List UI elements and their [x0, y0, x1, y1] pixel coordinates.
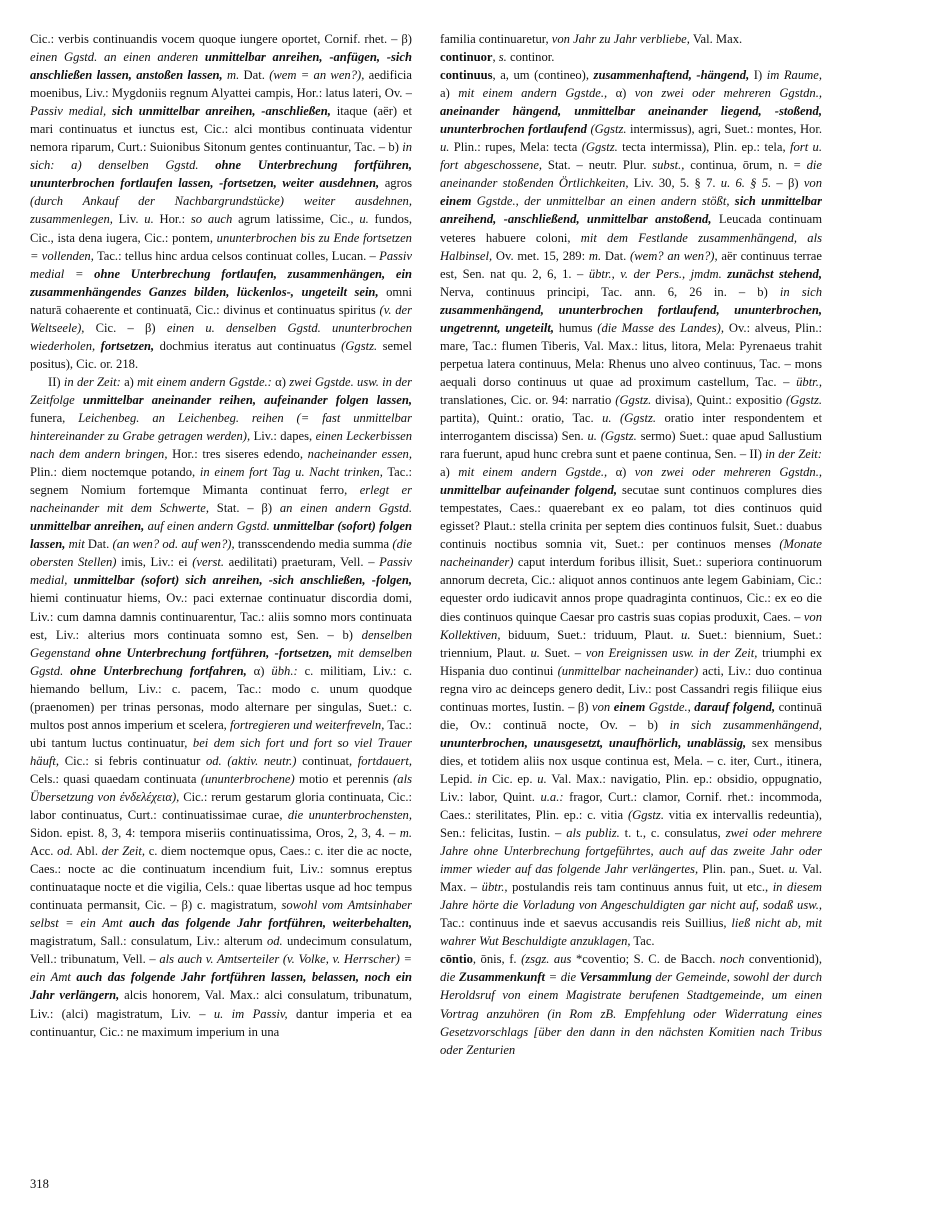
text-run: Liv.: dapes,	[250, 429, 316, 444]
text-run: unmittelbar aufeinander folgend,	[440, 483, 617, 498]
text-run: conventionid),	[744, 952, 822, 967]
text-run: mit demselben Ggstd.	[30, 645, 412, 678]
text-run: zunächst stehend,	[727, 266, 822, 281]
text-run: fortregieren und weiterfreveln,	[230, 717, 385, 732]
text-run: Leichenbeg. an Leichenbeg. reihen (= fast unmittelbar hintereinander zu Grabe getragen werden),	[30, 410, 412, 444]
text-run: übtr., v. der Pers., jmdm.	[588, 266, 728, 281]
text-run: Passiv medial,	[30, 104, 112, 119]
text-run: von	[803, 176, 822, 191]
text-run: Ov. met. 15, 289:	[492, 248, 589, 263]
text-run: (Monate nacheinander)	[440, 537, 822, 570]
text-run: s.	[498, 50, 507, 65]
text-run: tecta intermissa), Plin. ep.: tela,	[617, 140, 791, 155]
text-run: aër continuus terrae est, Sen. nat qu. 2, 6, 1. –	[440, 248, 822, 281]
text-run: Cic.: rerum gestarum gloria continuata, Cic.: labor continuatus, Curt.: continuatissimae curae,	[30, 789, 412, 823]
text-run: an einen andern Ggstd.	[279, 501, 412, 516]
text-run: fort u. fort abgeschossene,	[440, 140, 822, 173]
text-run: in der Zeit:	[63, 374, 121, 389]
text-run: (ununterbrochene)	[200, 771, 295, 786]
text-run: unmittelbar (sofort) sich anreihen, -sich anschließen, -folgen,	[73, 573, 412, 588]
text-run: (an wen? od. auf wen?),	[112, 537, 235, 552]
text-run: (zsgz. aus	[521, 952, 572, 967]
text-run: aneinander hängend, unmittelbar aneinander liegend, -stoßend, ununterbrochen fortlaufend	[440, 104, 822, 137]
text-run: Sidon. epist. 8, 3, 4: tempora miseriis continuatissima, Oros, 2, 3, 4. –	[30, 826, 400, 841]
text-run: sowohl vom Amtsinhaber selbst = ein Amt	[30, 898, 412, 931]
text-run: noch	[719, 952, 745, 967]
text-run: , ōnis, f.	[472, 952, 522, 967]
text-run: in sich: a) denselben Ggstd.	[30, 140, 412, 173]
text-run: (Ggstz.	[627, 808, 664, 823]
text-run: Cic. ep.	[487, 771, 538, 786]
text-run: ohne Unterbrechung fortfahren,	[70, 663, 247, 678]
text-run: semel positus), Cic. or. 218.	[30, 338, 412, 371]
text-run: erlegt er nacheinander mit dem Schwerte,	[30, 483, 412, 516]
text-run: mit einem andern Ggstde.,	[458, 86, 608, 101]
text-run: triumphi ex Hispania duo continui	[440, 645, 822, 678]
text-run: agros	[379, 176, 412, 191]
text-run: zusammenhaftend, -hängend,	[593, 68, 750, 83]
text-run: mit	[68, 537, 85, 552]
text-run: Cels.: quasi quaedam continuata	[30, 771, 201, 786]
left-column	[30, 30, 412, 1170]
text-run: die	[440, 970, 459, 985]
text-run: continuā die, Ov.: continuā nocte, Ov. – b)	[440, 699, 822, 732]
text-run: mit dem Festlande zusammenhängend, als Halbinsel,	[440, 230, 822, 263]
entry-paragraph	[440, 48, 822, 66]
text-run: u.	[144, 212, 154, 227]
text-run: u. 6. § 5.	[720, 176, 772, 191]
text-run: (durch Ankauf der Nachbargrundstücke) weiter ausdehnen, zusammenlegen,	[30, 194, 412, 227]
text-run: transscendendo media summa	[234, 537, 393, 552]
text-run: Plin.: diem noctemque potando,	[30, 465, 200, 480]
text-run: alcis honorem, Val. Max.: alci consulatum, tribunatum, Liv.: (alci) magistratum, Liv. –	[30, 988, 412, 1021]
text-run: unmittelbar aneinander reihen, aufeinander folgen lassen,	[82, 392, 412, 407]
text-run: continuor	[440, 50, 493, 65]
text-run: Hor.: tres siseres edendo,	[167, 447, 308, 462]
text-run: ohne Unterbrechung fortführen, -fortsetzen,	[95, 645, 333, 660]
text-run: Stat. – neutr. Plur.	[542, 158, 653, 173]
text-run: vitia ex intervallis redeuntia), Sen.: felicitas, Iustin. –	[440, 808, 822, 841]
text-run: subst.,	[652, 158, 685, 173]
text-run: a)	[120, 374, 138, 389]
text-run: humus	[554, 320, 598, 335]
text-run: von	[592, 699, 614, 714]
text-run: Val. Max. –	[440, 862, 822, 895]
text-run: od.	[57, 844, 73, 859]
text-run: in sich	[779, 284, 822, 299]
text-run: Dat.	[84, 537, 113, 552]
text-run: u.	[788, 862, 799, 877]
entry-paragraph	[30, 373, 412, 1041]
text-run: omni naturā cohaerente et continuatā, Cic.: divinus et continuatus spiritus	[30, 284, 412, 317]
text-run: Plin.: rupes, Mela: tecta	[449, 140, 582, 155]
text-run: einem	[440, 194, 472, 209]
text-run: als auch v. Amtserteiler (v. Volke, v. Herrscher) = ein Amt	[30, 952, 412, 985]
text-run: bei dem sich fort und fort so viel Trauer häuft,	[30, 735, 412, 768]
text-run: sich unmittelbar anreihen, -anschließen,	[111, 104, 331, 119]
text-run: übh.:	[271, 663, 298, 678]
text-run: Dat.	[601, 248, 631, 263]
text-run: (die Masse des Landes),	[597, 320, 725, 335]
text-run: übtr.,	[796, 374, 822, 389]
text-run: in	[477, 771, 488, 786]
text-run: (wem? an wen?),	[630, 248, 718, 263]
text-run: so auch	[190, 212, 233, 227]
text-run: c. militiam, Liv.: c. hiemando bellum, Liv.: c. pacem, Tac.: modo c. unum quodque (praenomen) per trinas personas, modo alternare per singulas, Suet.: c. multos post annos imperium et scelera,	[30, 663, 412, 732]
text-run: Tac.	[630, 934, 655, 949]
text-run: in diesem Jahre hörte die Vorladung von Angeschuldigten gar nicht auf, sodaß usw.,	[440, 880, 822, 913]
text-run: intermissus), agri, Suet.: montes, Hor.	[626, 122, 822, 137]
text-run: Stat. – β)	[209, 501, 280, 516]
text-run: secutae sunt continuos complures dies tempestates, Caes.: quaerebant ex eo palam, tot dies continuos quid egisset? Plaut.: stella crinita per septem dies continuos fulsit, Suet.: duabus continuis noctibus somnia vit, Suet.: per continuos menses	[440, 483, 822, 552]
text-run: Liv.	[112, 212, 145, 227]
text-run: (v. der Weltseele),	[30, 302, 412, 335]
text-run: in sich zusammenhängend,	[669, 717, 822, 732]
entry-paragraph	[440, 30, 822, 48]
text-run: (Ggstz.	[581, 140, 618, 155]
text-run: u.	[681, 627, 691, 642]
text-run: postulandis reis tam continuus annus fuit, ut etc.,	[507, 880, 773, 895]
text-run: Ggstde., der unmittelbar an einen andern stößt,	[471, 194, 735, 209]
entry-paragraph	[440, 950, 822, 1058]
text-run: ununterbrochen, unausgesetzt, unaufhörlich, unablässig,	[440, 735, 747, 750]
text-run: continua, ōrum, n. =	[684, 158, 807, 173]
text-run: auch das folgende Jahr fortführen, weiterbehalten,	[129, 916, 412, 931]
text-run: Versammlung	[579, 970, 652, 985]
text-run: a)	[440, 465, 459, 480]
text-run: (die obersten Stellen)	[30, 537, 412, 570]
text-run: I)	[749, 68, 767, 83]
text-run: ohne Unterbrechung fortlaufen, zusammenhängen, ein zusammenhängendes Ganzes bilden, lückenlos-, ungeteilt sein,	[30, 266, 412, 299]
entry-paragraph	[440, 66, 822, 950]
text-run: Ggstde.,	[645, 699, 695, 714]
text-run: u. (Ggstz.	[602, 410, 657, 425]
text-run: unmittelbar (sofort) folgen lassen,	[30, 519, 412, 552]
text-run: die aneinander stoßenden Örtlichkeiten,	[440, 158, 822, 191]
text-run: (unmittelbar nacheinander)	[557, 663, 699, 678]
text-run: unmittelbar anreihen,	[30, 519, 145, 534]
text-run: sermo) Suet.: quae apud Sallustium rara fuerunt, apud hunc crebra sunt et paene continua, Sen. – II)	[440, 429, 822, 462]
text-run: zwei Ggstde. usw. in der Zeitfolge	[30, 374, 412, 407]
text-run: continor.	[506, 50, 555, 65]
text-run: continuus	[440, 68, 493, 83]
entry-paragraph	[30, 30, 412, 373]
right-column	[440, 30, 822, 1170]
text-run: Plin. pan., Suet.	[698, 862, 789, 877]
text-run: mit einem andern Ggstde.:	[137, 374, 272, 389]
text-run: Tac.: segnem Nomium fortemque Mimanta continuat ferro,	[30, 465, 412, 498]
text-run: Leucada continuam veteres habuere coloni,	[440, 212, 822, 245]
text-run: ,	[492, 50, 499, 65]
text-run: Liv. 30, 5. § 7.	[628, 176, 721, 191]
text-run: od.	[266, 934, 283, 949]
text-run: α)	[246, 663, 272, 678]
text-run: Nerva, continuus principi, Tac. ann. 6, 26 in. – b)	[440, 284, 780, 299]
text-run: von Jahr zu Jahr verbliebe,	[551, 32, 690, 46]
text-run: Hor.:	[153, 212, 191, 227]
text-run: auf einen andern Ggstd.	[147, 519, 274, 534]
text-run: einen Leckerbissen nach dem andern bringen,	[30, 429, 412, 462]
text-run: (Ggstz.	[615, 392, 652, 407]
text-run: fragor, Curt.: clamor, Cornif. rhet.: incommoda, Caes.: sterilitates, Plin. ep.: c. vitia	[440, 789, 822, 823]
text-run: Suet. –	[539, 645, 586, 660]
text-run: (als Übersetzung von ἐνδελέχεια),	[30, 771, 412, 804]
text-run: , a, um (contineo),	[492, 68, 594, 83]
text-run: biduum, Suet.: triduum, Plaut.	[500, 627, 682, 642]
text-run: im Raume,	[766, 68, 822, 83]
text-run: einen u. denselben Ggstd. ununterbrochen wiederholen,	[30, 320, 412, 353]
text-run: = die	[545, 970, 580, 985]
text-run: übtr.,	[481, 880, 508, 895]
text-run: fortdauert,	[357, 753, 412, 768]
text-run: α)	[271, 374, 290, 389]
text-run: t. t., c. consulatus,	[619, 826, 726, 841]
text-run: Zusammenkunft	[458, 970, 546, 985]
text-run: mit einem andern Ggstde.,	[458, 465, 608, 480]
text-run: Abl.	[72, 844, 102, 859]
text-run: als publiz.	[566, 826, 620, 841]
text-run: m.	[399, 826, 412, 841]
text-run: Val. Max.	[689, 32, 743, 46]
text-run: partita), Quint.: oratio, Tac.	[440, 410, 603, 425]
text-run: Passiv medial =	[30, 248, 412, 281]
text-run: divisa), Quint.: expositio	[651, 392, 786, 407]
text-run: – β)	[771, 176, 804, 191]
text-run: Dat.	[239, 68, 270, 83]
text-run: von Kollektiven,	[440, 609, 822, 642]
text-run: fortsetzen,	[100, 338, 155, 353]
text-run: Ov.: alveus, Plin.: mare, Tac.: flumen Tiberis, Val. Max.: litus, litora, Mela: Pyrenaeus trahit perpetua latera continuus, Mela: Rhenus uno alveo continuus, Tac. – mons aequali dorso continuus ut quae ad proximum castellum, Tac. –	[440, 320, 822, 389]
text-run: einen Ggstd. an einen anderen	[30, 50, 205, 65]
text-run: u.	[359, 212, 369, 227]
text-run: Tac.: continuus inde et saevus accusandis reis Suillius,	[440, 916, 732, 931]
text-run: funera,	[30, 410, 79, 425]
text-run: u.	[440, 140, 450, 155]
text-run: Val. Max.: navigatio, Plin. ep.: obsidio, oppugnatio, Liv.: labor, Quint.	[440, 771, 822, 804]
text-run: von zwei oder mehreren Ggstdn.,	[634, 86, 822, 101]
text-run: familia continuaretur,	[440, 32, 552, 46]
text-run: acti, Liv.: duo continua regna viro ac deinceps genero dedit, Liv.: post Cassandri regis filiique eius continuas mortes, Iustin. – β)	[440, 663, 822, 714]
text-run: α)	[607, 86, 635, 101]
page-number: 318	[30, 1177, 49, 1191]
text-run: der Zeit,	[101, 844, 145, 859]
text-run: sex mensibus dies, et totidem aliis nox usque continua est, Mela. – c. iter, Curt., itinera, Lepid.	[440, 735, 822, 786]
text-run: itaque (aër) et mari continuatus et iunctus est, Cic.: alci montibus continuata videntur nemora riparum, Curt.: Suionibus Sitonum gentes continuantur, Tac. – b)	[30, 104, 412, 155]
text-run: auch das folgende Jahr fortführen lassen, belassen, noch ein Jahr verlängern,	[30, 970, 412, 1003]
text-run: von zwei oder mehreren Ggstdn.,	[634, 465, 822, 480]
text-run: darauf folgend,	[694, 699, 776, 714]
text-run: undecimum consulatum, Vell.: tribunatum, Vell. –	[30, 934, 412, 967]
text-run: II)	[48, 374, 64, 389]
text-run: ließ nicht ab, mit wahrer Wut Beschuldigte anzuklagen,	[440, 916, 822, 949]
text-run: Acc.	[30, 844, 58, 859]
text-run: u. (Ggstz.	[587, 429, 637, 444]
text-run: oratio inter respondentem et interrogantem discissa) Sen.	[440, 410, 822, 444]
text-run: a)	[440, 86, 459, 101]
text-run: imis, Liv.: ei	[116, 555, 193, 570]
text-run: u. im Passiv,	[213, 1006, 288, 1021]
text-run: in einem fort Tag u. Nacht trinken,	[199, 465, 383, 480]
text-run: (wem = an wen?),	[269, 68, 365, 83]
text-run: Cic. – β)	[84, 320, 167, 335]
text-run: zwei oder mehrere Jahre ohne Unterbrechung fortgeführtes, auch auf das zweite Jahr oder immer wieder auf das folgende Jahr verlängertes,	[440, 826, 822, 877]
text-run: (Ggstz.	[590, 122, 627, 137]
text-run: Cic.: verbis continuandis vocem quoque iungere oportet, Cornif. rhet. – β)	[30, 32, 412, 46]
text-run: m.	[227, 68, 240, 83]
text-run: u.a.:	[540, 789, 564, 804]
text-run: α)	[607, 465, 635, 480]
text-run: ohne Unterbrechung fortführen, ununterbrochen fortlaufen lassen, -fortsetzen, weiter ausdehnen,	[30, 158, 412, 191]
text-run: unmittelbar anreihen, -anfügen, -sich anschließen lassen, anstoßen lassen,	[30, 50, 412, 83]
text-run: u.	[530, 645, 540, 660]
text-run: Tac.: tellus hinc ardua celsos continuat colles, Lucan. –	[93, 248, 380, 263]
text-run: magistratum, Sall.: consulatum, Liv.: alterum	[30, 934, 267, 949]
text-run: ununterbrochen bis zu Ende fortsetzen = vollenden,	[30, 230, 412, 263]
text-run: sich unmittelbar anreihend, -anschließend, unmittelbar anstoßend,	[440, 194, 822, 227]
text-run: in der Zeit:	[765, 447, 822, 462]
text-run: c. diem noctemque opus, Caes.: c. iter die ac nocte, Caes.: nocte ac die continuatum incendium fuit, Liv.: somnus ereptus continuataque nocte et die vigilia, Cels.: quae libertas usque ad hoc tempus continuata permansit, Cic. – β) c. magistratum,	[30, 844, 412, 913]
text-run: translationes, Cic. or. 94: narratio	[440, 392, 616, 407]
text-run: (Ggstz.	[341, 338, 378, 353]
text-run: u.	[537, 771, 547, 786]
text-run: denselben Gegenstand	[30, 627, 412, 660]
text-run: agrum latissime, Cic.,	[232, 212, 360, 227]
text-run: die ununterbrochensten,	[287, 808, 412, 823]
text-run: motio et perennis	[294, 771, 394, 786]
text-run: od. (aktiv. neutr.)	[205, 753, 297, 768]
text-run: *coventio; S. C. de Bacch.	[571, 952, 720, 967]
text-run: dochmius iteratus aut continuatus	[154, 338, 342, 353]
text-run: aedificia moenibus, Liv.: Mygdoniis regnum Alyattei campis, Hor.: latus lateri, Ov. –	[30, 68, 412, 101]
text-run: (Ggstz.	[785, 392, 822, 407]
text-run: continuat,	[296, 753, 358, 768]
text-run: fundos, Cic., ista dena iugera, Cic.: pontem,	[30, 212, 412, 245]
text-run: (verst.	[192, 555, 225, 570]
text-run: Passiv medial,	[30, 555, 412, 588]
text-run: der Gemeinde, sowohl der durch Heroldsruf von einem Magistrate berufenen Stadtgemeinde, um einen Vortrag anzuhören (in Rom zB. Empfehlung oder Widerratung eines Gesetzvorschlags [über den dann in den nächsten Komitien nach Tribus oder Zenturien	[440, 970, 822, 1057]
text-run: aedilitati) praeturam, Vell. –	[224, 555, 380, 570]
text-run: dantur imperia et ea continuantur, Cic.: ne maximum imperium in una	[30, 1006, 412, 1039]
text-run: m.	[588, 248, 602, 263]
text-run: caput interdum foribus illisit, Suet.: superiora continuorum annorum decreta, Cic.: aliquot annos continuos ante legem Gabiniam, Cic.: equester ordo iudicavit annos prope quadraginta continuos, Cic.: ex eo die dies continuos quinque Caesar pro castris suas copias produxit, Caes. –	[440, 555, 822, 624]
text-run: Tac.: ubi tantum luctus continuatur,	[30, 717, 412, 750]
text-run: Suet.: biennium, Suet.: triennium, Plaut.	[440, 627, 822, 660]
text-run: Cic.: si febris continuatur	[59, 753, 206, 768]
text-run: zusammenhängend, ununterbrochen fortlaufend, ununterbrochen, ungetrennt, ungeteilt,	[440, 302, 822, 335]
text-run: einem	[613, 699, 646, 714]
text-run: cōntio	[440, 952, 473, 967]
text-run: nacheinander essen,	[307, 447, 412, 462]
text-run: von Ereignissen usw. in der Zeit,	[585, 645, 758, 660]
text-run: hiemi continuatur hiems, Ov.: paci externae continuatur discordia domi, Liv.: cum damna damnis continuarentur, Tac.: aliis somno mors continuata est, Liv.: alterius mors continuata somno est, Sen. – b)	[30, 591, 412, 642]
